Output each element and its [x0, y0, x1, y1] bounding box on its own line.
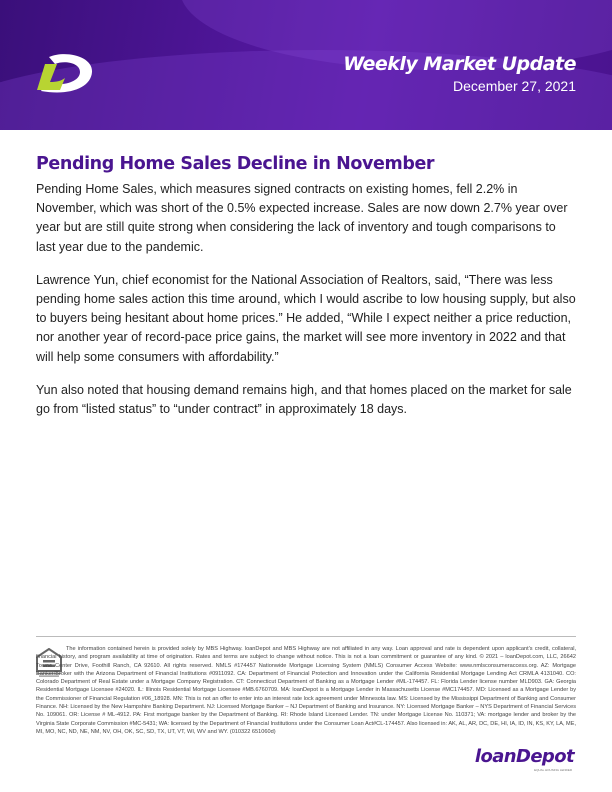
article-paragraph: Pending Home Sales, which measures signed contracts on existing homes, fell 2.2% in November, which was short of the 0.5% expected increase. Sales are now down 2.7% year over year but are still quite strong when considering the lack of inventory and tough comparisons to last year due to the pandemic.	[36, 182, 568, 254]
brand-wordmark: loanDepot	[474, 746, 574, 767]
legal-disclaimer: The information contained herein is provided solely by MBS Highway. loanDepot and MBS Highway are not affiliated in any way. Loan approval and rate is dependent upon applicant's credit, collateral, financial history, and program availability at time of origination. Rates and terms are subject to change without notice. This is not a loan commitment or guarantee of any kind. © 2021 – loanDepot.com, LLC, 26642 Towne Center Drive, Foothill Ranch, CA 92610. All rights reserved. NMLS #174457 Nationwide Mortgage Licensing System (NMLS) Consumer Access Website: www.nmlsconsumeraccess.org. AZ: Mortgage Banker/Broker with the Arizona Department of Financial Institutions #0911092. CA: Department of Financial Protection and Innovation under the California Residential Mortgage Lending Act CRMLA 4131040. CO: Colorado Department of Real Estate under a Mortgage Company Registration. CT: Connecticut Department of Banking as a Mortgage Lender #ML-174457. FL: Florida Lender license number MLD903. GA: Georgia Residential Mortgage Licensee #24020. IL: Illinois Residential Mortgage Licensee #MB.6760709. MA: loanDepot is a Mortgage Lender in Massachusetts License #MC174457. MD: Licensed as a Mortgage Lender by the Commissioner of Financial Regulation #06_18928. MN: This is not an offer to enter into an interest rate lock agreement under Minnesota law. MS: Licensed by the Mississippi Department of Banking and Consumer Finance. NH: Licensed by the New Hampshire Banking Department. NJ: Licensed Mortgage Banker – NJ Department of Banking and Insurance. NY: Licensed Mortgage Banker – NYS Department of Financial Services No. 109061. OR: License # ML-4912. PA: First mortgage banker by the Department of Banking. RI: Rhode Island Licensed Lender. TN: under Mortgage License No. 110371; VA: mortgage lender and broker by the Virginia State Corporate Commission #MC-5431; WA: licensed by the Department of Financial Institutions under the Consumer Loan Act#CL-174457. Also licensed in: AK, AL, AR, DC, DE, HI, IA, ID, IN, KS, KY, LA, ME, MI, MO, NC, ND, NE, NM, NV, OH, OK, SC, SD, TX, UT, VT, WI, WV and WY. (010322 651060d)	[36, 646, 576, 735]
brand-tagline: EQUAL HOUSING LENDER	[534, 768, 572, 772]
article-paragraph: Yun also noted that housing demand remains high, and that homes placed on the market for sale go from “listed status” to “under contract” in approximately 18 days.	[36, 382, 572, 417]
newsletter-title: Weekly Market Update	[343, 53, 576, 75]
article-headline: Pending Home Sales Decline in November	[36, 154, 435, 174]
article-paragraph: Lawrence Yun, chief economist for the National Association of Realtors, said, “There was less pending home sales action this time around, which I would ascribe to low housing supply, but also to buyers being hesitant about home prices.” He added, “While I expect neither a price reduction, nor another year of record-pace price gains, the market will see more inventory in 2022 and that will help some consumers with affordability.”	[36, 272, 576, 364]
loandepot-ld-logo-icon	[35, 52, 93, 94]
newsletter-date: December 27, 2021	[453, 78, 576, 94]
article	[36, 154, 578, 433]
brand-logo	[464, 746, 574, 776]
footer-divider	[36, 636, 576, 637]
page-header	[0, 0, 612, 130]
